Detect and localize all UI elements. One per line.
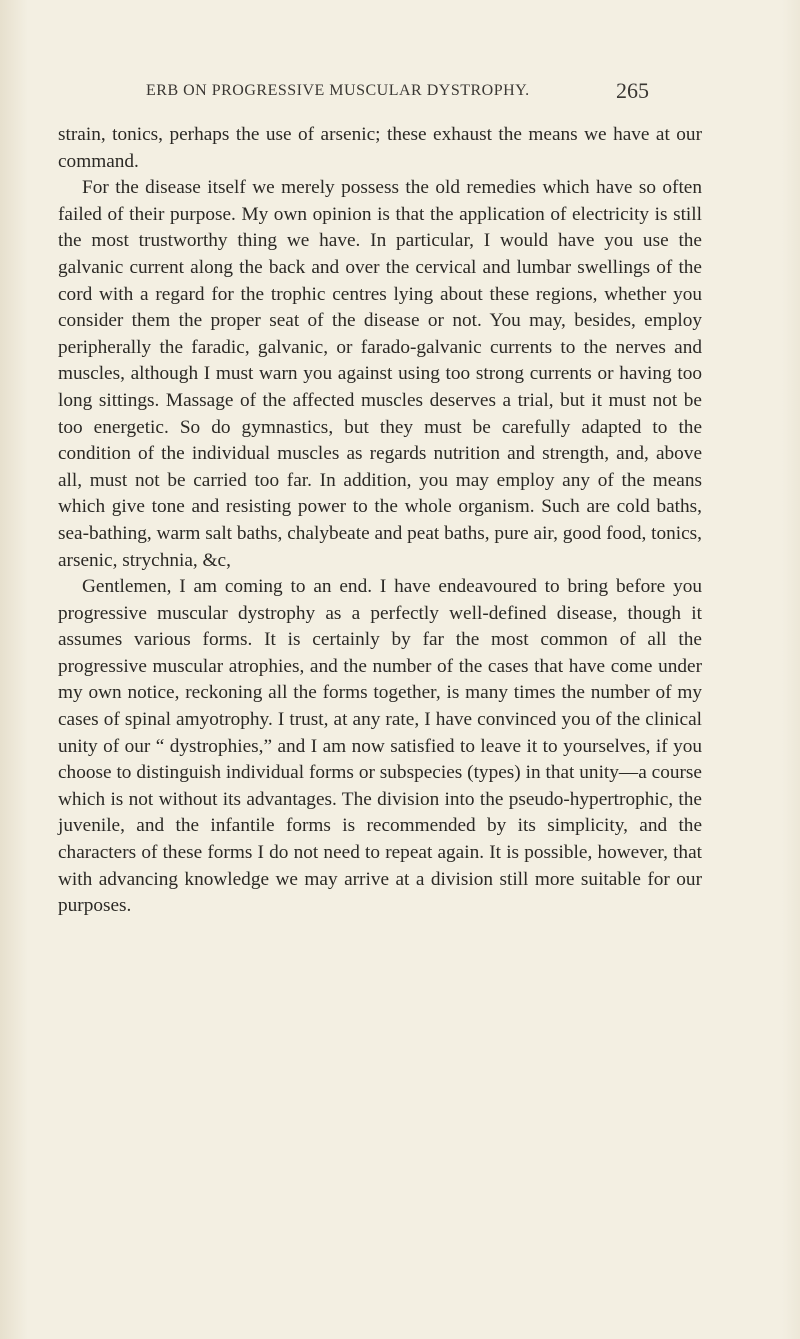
- body-text: [58, 122, 702, 920]
- page-header: [0, 78, 800, 108]
- page-number: 265: [616, 78, 649, 103]
- paragraph-3: Gentlemen, I am coming to an end. I have endeavoured to bring before you progressive muscular dystrophy as a perfectly well-defined disease, though it assumes various forms. It is certainly by far the most common of all the progressive muscular atrophies, and the number of the cases that have come under my own notice, reckoning all the forms together, is many times the number of my cases of spinal amyotrophy. I trust, at any rate, I have convinced you of the clinical unity of our “ dystrophies,” and I am now satisfied to leave it to yourselves, if you choose to distinguish individual forms or subspecies (types) in that unity—a course which is not without its advantages. The division into the pseudo-hypertrophic, the juvenile, and the infantile forms is recommended by its simplicity, and the characters of these forms I do not need to repeat again. It is possible, however, that with advancing knowledge we may arrive at a division still more suitable for our purposes.: [58, 576, 702, 917]
- running-title: ERB ON PROGRESSIVE MUSCULAR DYSTROPHY.: [146, 82, 530, 99]
- paragraph-2: For the disease itself we merely possess the old remedies which have so often failed of their purpose. My own opinion is that the application of electricity is still the most trustworthy thing we have. In particular, I would have you use the galvanic current along the back and over the cervical and lumbar swellings of the cord with a regard for the trophic centres lying about these regions, whether you consider them the proper seat of the disease or not. You may, besides, employ peripherally the faradic, galvanic, or farado-galvanic currents to the nerves and muscles, although I must warn you against using too strong currents or having too long sittings. Massage of the affected muscles deserves a trial, but it must not be too energetic. So do gymnastics, but they must be carefully adapted to the condition of the individual muscles as regards nutrition and strength, and, above all, must not be carried too far. In addition, you may employ any of the means which give tone and resisting power to the whole organism. Such are cold baths, sea-bathing, warm salt baths, chalybeate and peat baths, pure air, good food, tonics, arsenic, strychnia, &c,: [58, 177, 702, 571]
- paragraph-1: strain, tonics, perhaps the use of arsenic; these exhaust the means we have at our command.: [58, 124, 702, 172]
